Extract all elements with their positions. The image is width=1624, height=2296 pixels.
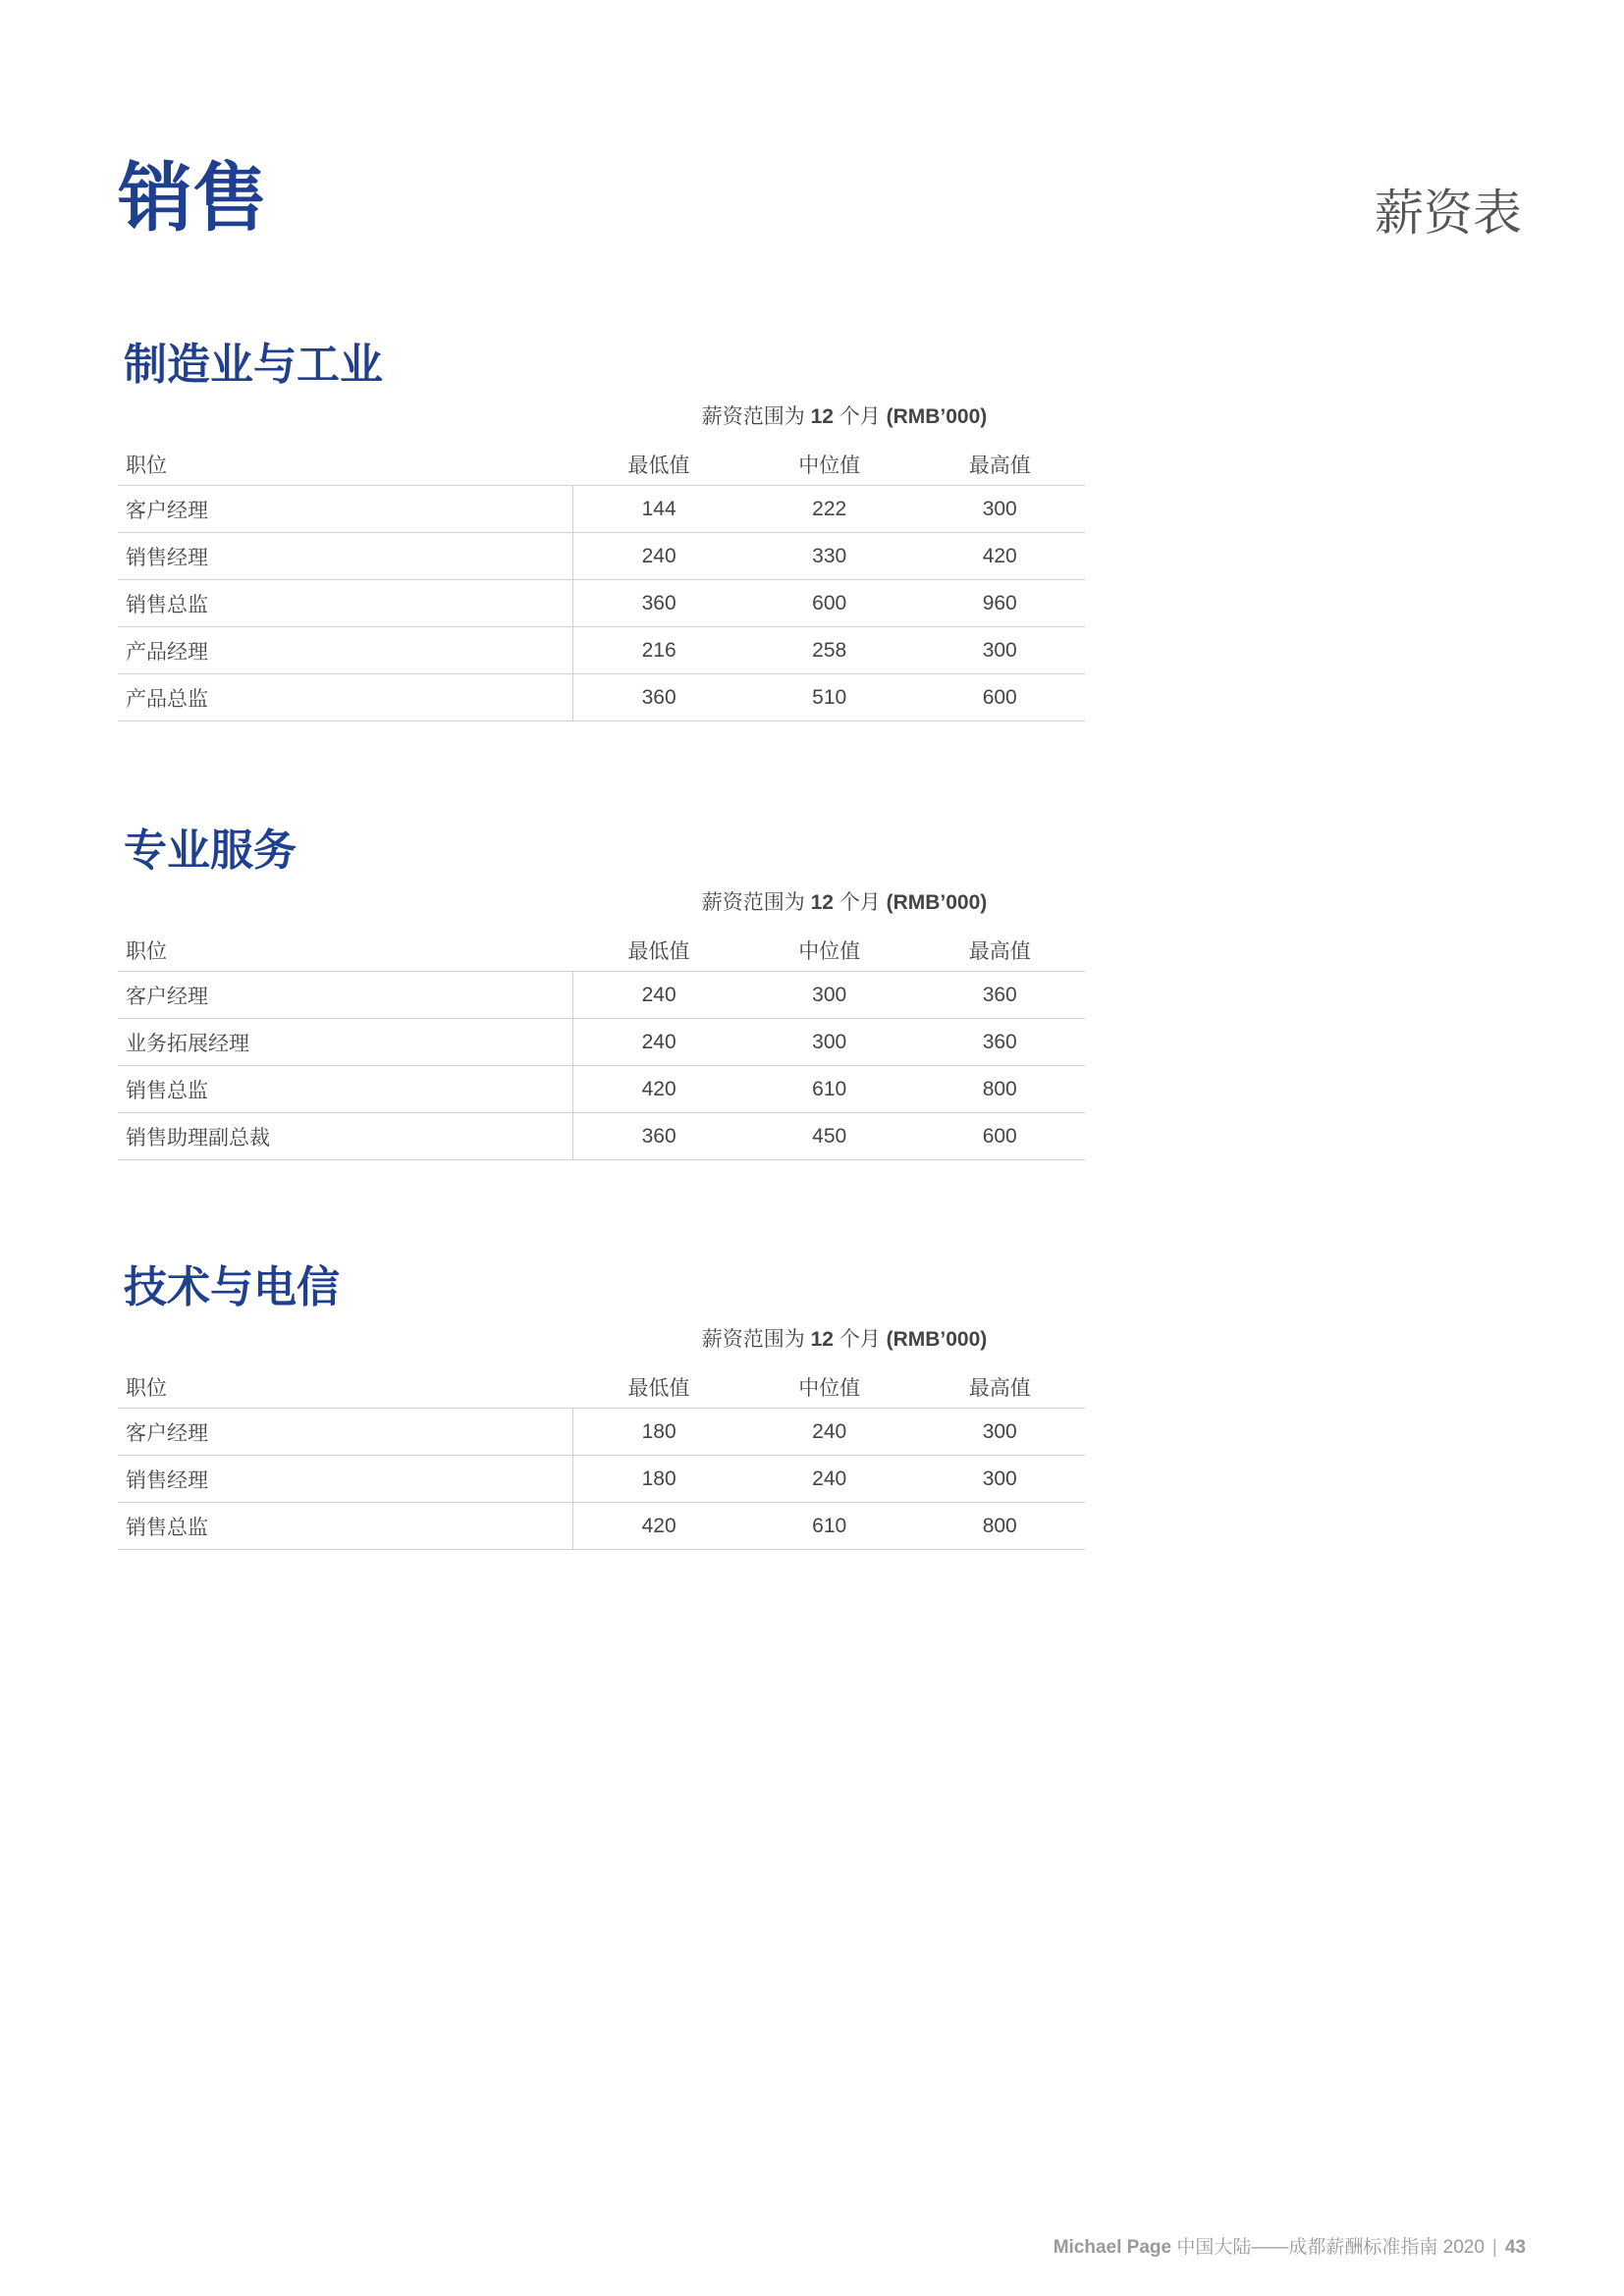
cell-min: 240	[573, 533, 744, 580]
footer-brand: Michael Page	[1053, 2237, 1172, 2258]
cell-position: 销售助理副总裁	[118, 1113, 573, 1160]
column-header-min: 最低值	[573, 1361, 744, 1409]
column-header-position: 职位	[118, 1361, 573, 1409]
cell-position: 销售总监	[118, 580, 573, 627]
cell-position: 销售经理	[118, 533, 573, 580]
column-header-mid: 中位值	[744, 924, 915, 972]
footer-separator: |	[1491, 2237, 1497, 2258]
table-row	[118, 1456, 1085, 1503]
cell-mid: 258	[744, 627, 915, 674]
salary-range-note	[677, 1323, 1011, 1353]
range-note-unit: (RMB’000)	[886, 1328, 988, 1351]
cell-mid: 240	[744, 1456, 915, 1503]
table-row	[118, 674, 1085, 721]
range-note-middle: 个月	[833, 891, 887, 914]
cell-mid: 610	[744, 1503, 915, 1550]
cell-position: 客户经理	[118, 1409, 573, 1456]
table-header-row	[118, 438, 1085, 486]
cell-min: 240	[573, 1019, 744, 1066]
cell-min: 360	[573, 580, 744, 627]
cell-max: 960	[914, 580, 1085, 627]
cell-position: 产品经理	[118, 627, 573, 674]
page-title: 销售	[118, 157, 267, 240]
cell-max: 300	[914, 1456, 1085, 1503]
salary-table	[118, 1361, 1085, 1550]
cell-mid: 222	[744, 486, 915, 533]
cell-max: 300	[914, 486, 1085, 533]
table-row	[118, 533, 1085, 580]
cell-mid: 300	[744, 1019, 915, 1066]
salary-range-note	[677, 400, 1011, 430]
cell-min: 360	[573, 674, 744, 721]
cell-min: 240	[573, 972, 744, 1019]
table-row	[118, 1503, 1085, 1550]
cell-mid: 240	[744, 1409, 915, 1456]
range-note-unit: (RMB’000)	[886, 405, 988, 428]
cell-max: 800	[914, 1066, 1085, 1113]
cell-mid: 450	[744, 1113, 915, 1160]
column-header-max: 最高值	[914, 924, 1085, 972]
salary-table	[118, 924, 1085, 1160]
cell-position: 销售经理	[118, 1456, 573, 1503]
cell-min: 216	[573, 627, 744, 674]
section-title: 制造业与工业	[124, 341, 383, 389]
cell-mid: 300	[744, 972, 915, 1019]
table-row	[118, 486, 1085, 533]
range-note-months: 12	[810, 405, 834, 428]
cell-position: 产品总监	[118, 674, 573, 721]
table-row	[118, 627, 1085, 674]
cell-max: 300	[914, 1409, 1085, 1456]
table-header-row	[118, 1361, 1085, 1409]
range-note-prefix: 薪资范围为	[701, 1328, 811, 1351]
cell-max: 600	[914, 1113, 1085, 1160]
range-note-prefix: 薪资范围为	[701, 891, 811, 914]
salary-range-note	[677, 886, 1011, 916]
column-header-position: 职位	[118, 438, 573, 486]
cell-min: 180	[573, 1409, 744, 1456]
cell-max: 600	[914, 674, 1085, 721]
section-title: 专业服务	[124, 827, 297, 875]
cell-max: 360	[914, 972, 1085, 1019]
table-row	[118, 1409, 1085, 1456]
cell-mid: 330	[744, 533, 915, 580]
salary-table	[118, 438, 1085, 721]
section-manufacturing	[118, 341, 1085, 711]
column-header-max: 最高值	[914, 438, 1085, 486]
range-note-months: 12	[810, 891, 834, 914]
cell-mid: 600	[744, 580, 915, 627]
column-header-mid: 中位值	[744, 1361, 915, 1409]
cell-max: 300	[914, 627, 1085, 674]
range-note-middle: 个月	[833, 405, 887, 428]
column-header-min: 最低值	[573, 438, 744, 486]
cell-max: 360	[914, 1019, 1085, 1066]
section-title: 技术与电信	[124, 1263, 340, 1311]
cell-min: 180	[573, 1456, 744, 1503]
range-note-prefix: 薪资范围为	[701, 405, 811, 428]
cell-mid: 610	[744, 1066, 915, 1113]
table-header-row	[118, 924, 1085, 972]
table-row	[118, 1019, 1085, 1066]
section-professional-services	[118, 827, 1085, 1149]
footer-guide-title: 中国大陆——成都薪酬标准指南 2020	[1171, 2237, 1485, 2258]
cell-min: 420	[573, 1503, 744, 1550]
page-number: 43	[1504, 2237, 1526, 2258]
cell-position: 客户经理	[118, 486, 573, 533]
table-row	[118, 972, 1085, 1019]
range-note-months: 12	[810, 1328, 834, 1351]
section-tech-telecom	[118, 1263, 1085, 1539]
cell-min: 144	[573, 486, 744, 533]
table-row	[118, 1066, 1085, 1113]
cell-position: 销售总监	[118, 1066, 573, 1113]
cell-min: 360	[573, 1113, 744, 1160]
cell-position: 业务拓展经理	[118, 1019, 573, 1066]
table-row	[118, 580, 1085, 627]
range-note-middle: 个月	[833, 1328, 887, 1351]
cell-position: 销售总监	[118, 1503, 573, 1550]
column-header-position: 职位	[118, 924, 573, 972]
range-note-unit: (RMB’000)	[886, 891, 988, 914]
cell-min: 420	[573, 1066, 744, 1113]
column-header-max: 最高值	[914, 1361, 1085, 1409]
table-row	[118, 1113, 1085, 1160]
cell-mid: 510	[744, 674, 915, 721]
cell-max: 800	[914, 1503, 1085, 1550]
page-tag: 薪资表	[1375, 186, 1522, 240]
column-header-mid: 中位值	[744, 438, 915, 486]
cell-max: 420	[914, 533, 1085, 580]
cell-position: 客户经理	[118, 972, 573, 1019]
page-footer	[1054, 2232, 1526, 2259]
column-header-min: 最低值	[573, 924, 744, 972]
